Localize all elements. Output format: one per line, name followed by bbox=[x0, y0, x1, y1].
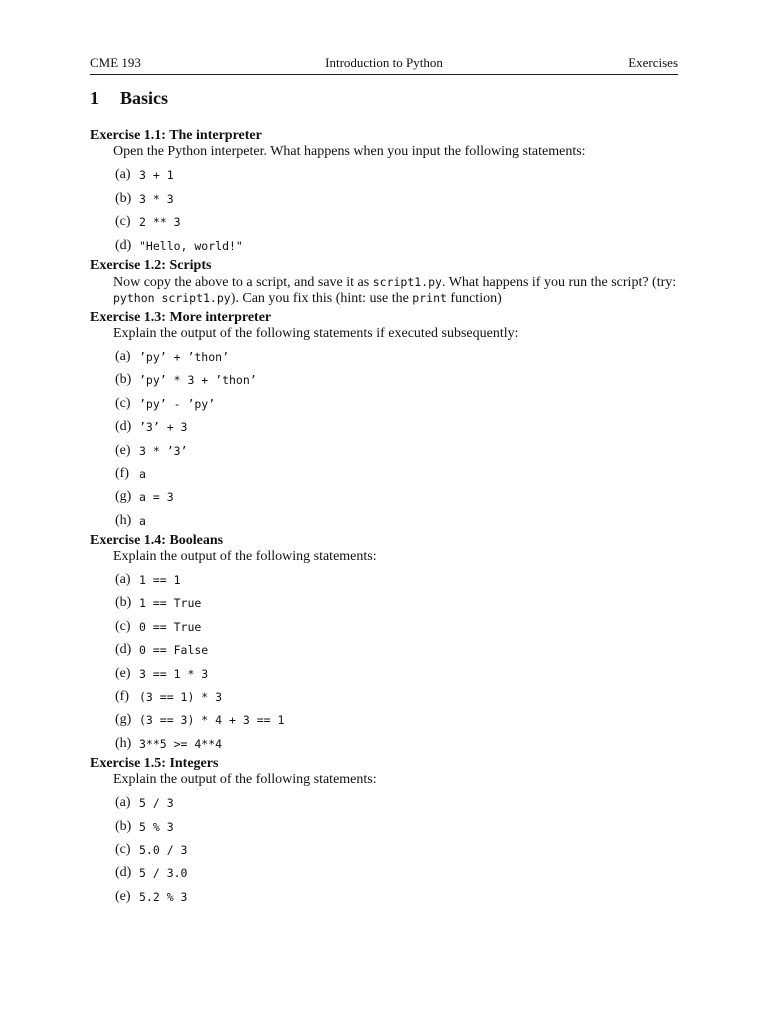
exercise-1-5 bbox=[90, 756, 678, 905]
exercise-item bbox=[115, 682, 678, 705]
desc-text: . What happens if you run the script? (try: bbox=[441, 274, 677, 290]
exercise-title: Exercise 1.1: The interpreter bbox=[90, 128, 262, 143]
item-code: (3 == 3) * 4 + 3 == 1 bbox=[139, 713, 285, 728]
item-code: a = 3 bbox=[139, 490, 174, 505]
exercise-items bbox=[90, 788, 678, 905]
exercise-item bbox=[115, 658, 678, 681]
exercise-item bbox=[115, 635, 678, 658]
item-label: (f) bbox=[115, 689, 129, 705]
exercise-description: Explain the output of the following statements if executed subsequently: bbox=[113, 325, 519, 341]
item-label: (a) bbox=[115, 348, 131, 364]
desc-code: python script1.py bbox=[113, 290, 231, 305]
exercise-item bbox=[115, 858, 678, 881]
item-label: (d) bbox=[115, 642, 132, 658]
exercise-description: Explain the output of the following statements: bbox=[113, 548, 377, 564]
exercise-item bbox=[115, 505, 678, 528]
exercise-item bbox=[115, 412, 678, 435]
desc-text: function) bbox=[446, 290, 502, 306]
header-rule bbox=[90, 74, 678, 75]
exercise-item bbox=[115, 811, 678, 834]
item-label: (c) bbox=[115, 395, 131, 411]
desc-text: Now copy the above to a script, and save it as bbox=[113, 274, 373, 290]
section-title: Basics bbox=[120, 88, 169, 108]
exercise-1-3 bbox=[90, 310, 678, 529]
exercise-description-line1 bbox=[113, 274, 678, 290]
exercise-item bbox=[115, 183, 678, 206]
exercise-title: Exercise 1.4: Booleans bbox=[90, 532, 224, 548]
item-code: 3**5 >= 4**4 bbox=[139, 736, 223, 751]
exercise-1-2 bbox=[90, 258, 678, 306]
item-label: (c) bbox=[115, 841, 131, 857]
item-label: (b) bbox=[115, 372, 132, 388]
item-label: (f) bbox=[115, 465, 129, 481]
item-code: 5.2 % 3 bbox=[139, 889, 188, 904]
exercise-description: Open the Python interpeter. What happens when you input the following statements: bbox=[113, 144, 586, 159]
exercise-1-4 bbox=[90, 533, 678, 752]
exercise-item bbox=[115, 482, 678, 505]
item-label: (c) bbox=[115, 618, 131, 634]
section-heading bbox=[90, 88, 168, 109]
header-course: CME 193 bbox=[90, 55, 141, 70]
item-code: 5 / 3.0 bbox=[139, 866, 188, 881]
exercise-list bbox=[90, 128, 678, 905]
item-code: ’py’ - ’py’ bbox=[139, 396, 216, 411]
item-code: 1 == 1 bbox=[139, 573, 181, 588]
exercise-item bbox=[115, 365, 678, 388]
item-label: (g) bbox=[115, 489, 132, 505]
item-label: (a) bbox=[115, 795, 131, 811]
item-code: 5.0 / 3 bbox=[139, 842, 188, 857]
desc-code: print bbox=[412, 290, 447, 305]
item-label: (a) bbox=[115, 167, 131, 183]
item-code: 5 / 3 bbox=[139, 796, 174, 811]
item-label: (h) bbox=[115, 735, 132, 751]
item-code: 3 * 3 bbox=[139, 191, 174, 206]
item-label: (e) bbox=[115, 442, 131, 458]
item-code: 0 == True bbox=[139, 619, 202, 634]
exercise-item bbox=[115, 588, 678, 611]
item-code: 3 * ’3’ bbox=[139, 443, 188, 458]
exercise-description-line2 bbox=[113, 290, 678, 306]
exercise-item bbox=[115, 435, 678, 458]
item-code: ’py’ + ’thon’ bbox=[139, 349, 230, 364]
exercise-item bbox=[115, 728, 678, 751]
exercise-item bbox=[115, 705, 678, 728]
item-label: (b) bbox=[115, 595, 132, 611]
item-label: (e) bbox=[115, 665, 131, 681]
exercise-items bbox=[90, 160, 678, 254]
exercise-items bbox=[90, 565, 678, 752]
item-label: (d) bbox=[115, 865, 132, 881]
exercise-item bbox=[115, 230, 678, 253]
item-label: (e) bbox=[115, 888, 131, 904]
item-label: (c) bbox=[115, 214, 131, 230]
exercise-item bbox=[115, 388, 678, 411]
item-code: a bbox=[139, 513, 146, 528]
item-code: a bbox=[139, 466, 146, 481]
item-code: 5 % 3 bbox=[139, 819, 174, 834]
exercise-item bbox=[115, 788, 678, 811]
item-label: (b) bbox=[115, 190, 132, 206]
item-code: ’py’ * 3 + ’thon’ bbox=[139, 373, 257, 388]
exercise-item bbox=[115, 611, 678, 634]
exercise-title: Exercise 1.3: More interpreter bbox=[90, 309, 272, 325]
item-label: (g) bbox=[115, 712, 132, 728]
exercise-item bbox=[115, 565, 678, 588]
item-label: (d) bbox=[115, 237, 132, 253]
header-section: Exercises bbox=[628, 55, 678, 70]
exercise-item bbox=[115, 459, 678, 482]
exercise-1-1 bbox=[90, 128, 678, 254]
item-code: 0 == False bbox=[139, 643, 209, 658]
item-code: 3 + 1 bbox=[139, 168, 174, 183]
item-label: (a) bbox=[115, 572, 131, 588]
item-code: 2 ** 3 bbox=[139, 215, 181, 230]
header-title: Introduction to Python bbox=[325, 55, 443, 70]
exercise-item bbox=[115, 207, 678, 230]
item-code: ’3’ + 3 bbox=[139, 420, 188, 435]
exercise-item bbox=[115, 160, 678, 183]
exercise-item bbox=[115, 342, 678, 365]
page-header bbox=[90, 55, 678, 75]
exercise-title: Exercise 1.5: Integers bbox=[90, 755, 219, 771]
item-label: (d) bbox=[115, 419, 132, 435]
item-label: (b) bbox=[115, 818, 132, 834]
item-label: (h) bbox=[115, 512, 132, 528]
exercise-title: Exercise 1.2: Scripts bbox=[90, 257, 212, 273]
desc-text: ). Can you fix this (hint: use the bbox=[230, 290, 413, 306]
item-code: (3 == 1) * 3 bbox=[139, 690, 223, 705]
exercise-items bbox=[90, 342, 678, 529]
exercise-item bbox=[115, 835, 678, 858]
exercise-description: Explain the output of the following statements: bbox=[113, 771, 377, 787]
item-code: 1 == True bbox=[139, 596, 202, 611]
item-code: 3 == 1 * 3 bbox=[139, 666, 209, 681]
desc-code: script1.py bbox=[372, 274, 442, 289]
item-code: "Hello, world!" bbox=[139, 238, 243, 253]
section-number: 1 bbox=[90, 88, 99, 108]
exercise-item bbox=[115, 881, 678, 904]
